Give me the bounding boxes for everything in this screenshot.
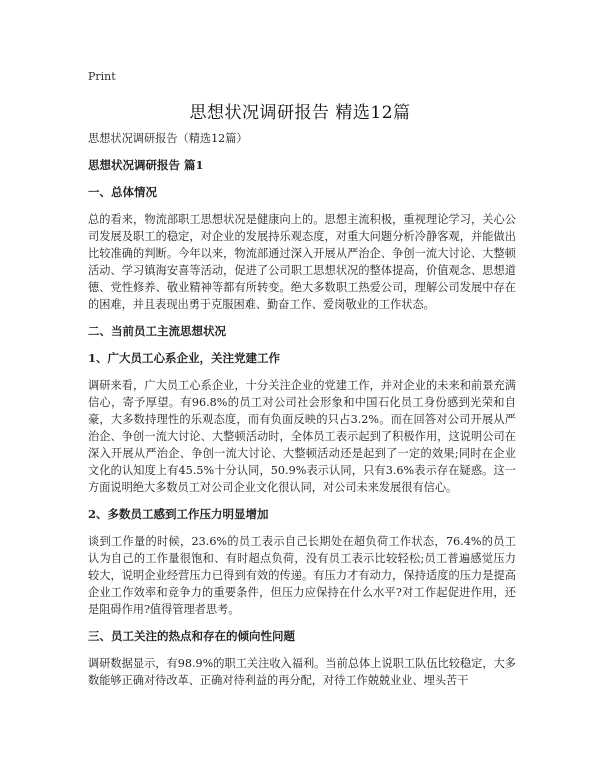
section-heading-overview: 一、总体情况 [88, 185, 157, 199]
subsection-heading-work-pressure: 2、多数员工感到工作压力明显增加 [88, 507, 269, 521]
section-paragraph-hot-topics: 调研数据显示，有98.9%的职工关注收入福利。当前总体上说职工队伍比较稳定，大多数能够正确对待改革、正确对待利益的再分配，对待工作兢兢业业、埋头苦干 [88, 657, 516, 687]
subsection-heading-care-enterprise: 1、广大员工心系企业，关注党建工作 [88, 351, 280, 365]
section-paragraph-overview: 总的看来，物流部职工思想状况是健康向上的。思想主流积极，重视理论学习，关心公司发展及职工的稳定，对企业的发展持乐观态度，对重大问题分析冷静客观，并能做出比较准确的判断。今年以来，物流部通过深入开展从严治企、争创一流大讨论、大整顿活动、学习镇海安喜等活动，促进了公司职工思想状况的整体提高，价值观念、思想道德、党性修养、敬业精神等都有所转变。绝大多数职工热爱公司，理解公司发展中存在的困难，并且表现出勇于克服困难、勤奋工作、爱岗敬业的工作状态。 [88, 213, 516, 311]
page-title: 思想状况调研报告 精选12篇 [189, 103, 411, 123]
document-subtitle: 思想状况调研报告（精选12篇） [88, 132, 248, 145]
report-heading: 思想状况调研报告 篇1 [88, 158, 204, 172]
section-heading-mainstream-thought: 二、当前员工主流思想状况 [88, 324, 226, 338]
print-link[interactable]: Print [88, 70, 116, 83]
subsection-paragraph-care-enterprise: 调研来看，广大员工心系企业，十分关注企业的党建工作，并对企业的未来和前景充满信心，寄予厚望。有96.8%的员工对公司社会形象和中国石化员工身份感到光荣和自豪，大多数持理性的乐观态度，而有负面反映的只占3.2%。而在回答对公司开展从严治企、争创一流大讨论、大整顿活动时，全体员工表示起到了积极作用，这说明公司在深入开展从严治企、争创一流大讨论、大整顿活动还是起到了一定的效果;同时在企业文化的认知度上有45.5%十分认同，50.9%表示认同，只有3.6%表示存在疑惑。这一方面说明绝大多数员工对公司企业文化很认同，对公司未来发展很有信心。 [88, 379, 516, 494]
subsection-paragraph-work-pressure: 谈到工作量的时候，23.6%的员工表示自己长期处在超负荷工作状态，76.4%的员工认为自己的工作量很饱和、有时超点负荷，没有员工表示比较轻松;员工普遍感觉压力较大，说明企业经营压力已得到有效的传递。有压力才有动力，保持适度的压力是提高企业工作效率和竞争力的重要条件，但压力应保持在什么水平?对工作起促进作用，还是阻碍作用?值得管理者思考。 [88, 535, 516, 616]
document-body [88, 130, 516, 699]
section-heading-hot-topics: 三、员工关注的热点和存在的倾向性问题 [88, 629, 295, 643]
